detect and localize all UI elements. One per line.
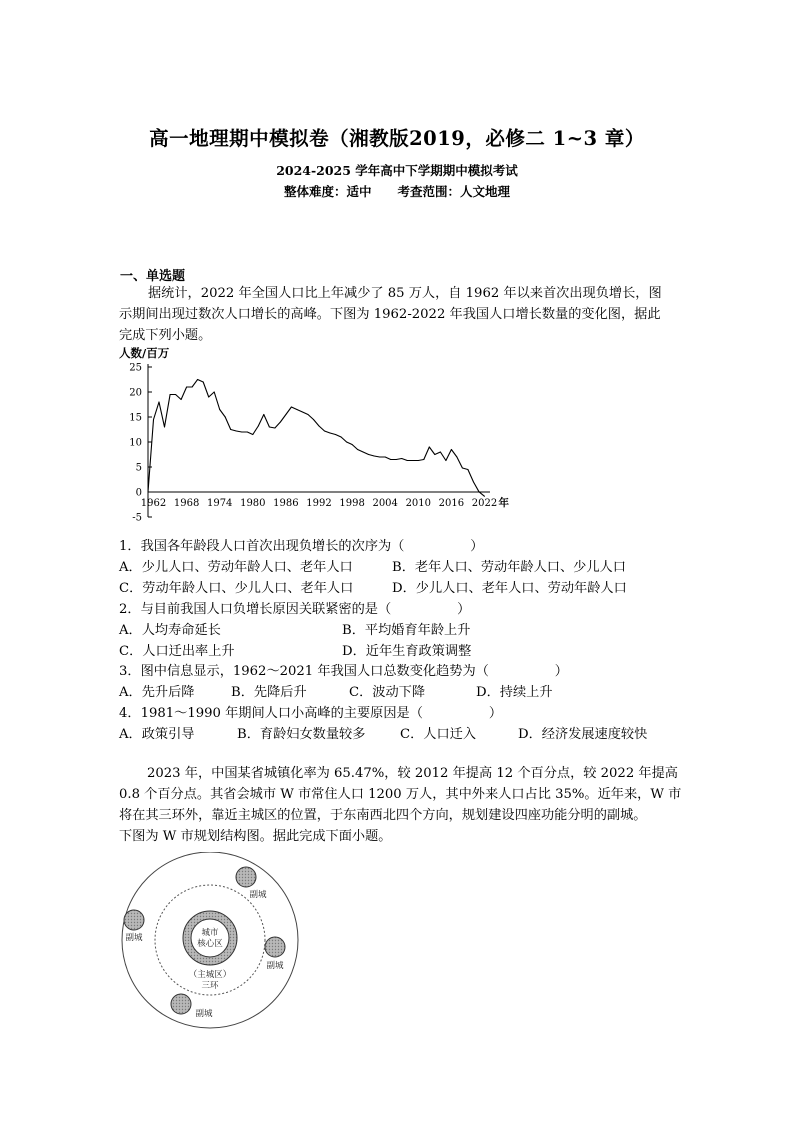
data-point xyxy=(423,459,424,460)
data-point xyxy=(462,468,463,469)
data-point xyxy=(302,412,303,413)
data-point xyxy=(401,458,402,459)
question-2-stem: 2．与目前我国人口负增长原因关联紧密的是（ ） xyxy=(119,602,471,617)
question-4-option-c[interactable]: C．人口迁入 xyxy=(400,727,477,742)
question-2-option-c[interactable]: C．人口迁出率上升 xyxy=(119,644,235,659)
data-point xyxy=(225,417,226,418)
data-point xyxy=(148,492,149,493)
x-tick-labels xyxy=(141,496,510,509)
question-3-option-b[interactable]: B．先降后升 xyxy=(231,685,307,700)
question-2-option-d[interactable]: D．近年生育政策调整 xyxy=(342,644,472,659)
data-point xyxy=(236,431,237,432)
x-tick-label: 2010 xyxy=(405,498,432,509)
data-point xyxy=(197,379,198,380)
data-point xyxy=(346,442,347,443)
data-point xyxy=(241,432,242,433)
data-point xyxy=(368,454,369,455)
data-point xyxy=(379,457,380,458)
scope-label: 考查范围：人文地理 xyxy=(397,184,511,199)
x-tick-label: 1974 xyxy=(206,498,233,509)
data-point xyxy=(390,459,391,460)
sub-city-label-south: 副城 xyxy=(195,1009,213,1019)
data-point xyxy=(335,434,336,435)
sub-city-label-west: 副城 xyxy=(125,933,143,943)
data-point xyxy=(203,382,204,383)
x-tick-label: 2004 xyxy=(372,498,398,509)
data-point xyxy=(324,431,325,432)
y-tick-label: 5 xyxy=(135,462,142,474)
data-point xyxy=(429,447,430,448)
data-point xyxy=(357,449,358,450)
x-axis-unit: 年 xyxy=(498,497,509,509)
sub-city-label-north: 副城 xyxy=(249,890,267,900)
exam-meta xyxy=(0,182,794,200)
data-point xyxy=(285,414,286,415)
x-tick-label: 1968 xyxy=(173,498,200,509)
core-label-1: 城市 xyxy=(201,928,219,938)
data-point xyxy=(319,426,320,427)
question-1-option-a[interactable]: A．少儿人口、劳动年龄人口、老年人口 xyxy=(119,560,353,575)
data-point xyxy=(385,457,386,458)
chart-axes xyxy=(148,364,490,517)
data-point xyxy=(363,452,364,453)
x-tick-label: 1980 xyxy=(240,498,266,509)
question-4-option-d[interactable]: D．经济发展速度较快 xyxy=(518,727,648,742)
data-point xyxy=(280,422,281,423)
question-2-option-a[interactable]: A．人均寿命延长 xyxy=(119,623,221,638)
intro-line-2: 示期间出现过数次人口增长的高峰。下图为 1962-2022 年我国人口增长数量的变化图，据此 xyxy=(119,307,661,322)
y-axis-label: 人数/百万 xyxy=(119,346,170,360)
data-point xyxy=(396,459,397,460)
data-point xyxy=(247,432,248,433)
question-1-option-b[interactable]: B．老年人口、劳动年龄人口、少儿人口 xyxy=(392,560,626,575)
y-tick-label: 15 xyxy=(129,412,142,424)
data-point xyxy=(484,496,485,497)
question-1-option-d[interactable]: D．少儿人口、老年人口、劳动年龄人口 xyxy=(392,581,627,596)
intro2-line-2: 0.8 个百分点。其省会城市 W 市常住人口 1200 万人，其中外来人口占比 35%。近年来，W 市 xyxy=(119,787,682,802)
data-point xyxy=(451,449,452,450)
data-point xyxy=(258,426,259,427)
x-tick-label: 1998 xyxy=(339,498,365,509)
data-point xyxy=(440,452,441,453)
ring-label: 三环 xyxy=(201,981,219,991)
data-point xyxy=(252,434,253,435)
data-point xyxy=(153,419,154,420)
data-point xyxy=(330,433,331,434)
intro2-line-4: 下图为 W 市规划结构图。据此完成下面小题。 xyxy=(119,829,392,844)
series-line xyxy=(148,380,485,497)
data-point xyxy=(164,427,165,428)
question-2-option-b[interactable]: B．平均婚育年龄上升 xyxy=(342,623,471,638)
data-point xyxy=(313,419,314,420)
y-tick-label: 20 xyxy=(129,387,142,399)
data-point xyxy=(186,387,187,388)
data-point xyxy=(456,457,457,458)
data-point xyxy=(407,460,408,461)
question-1-option-c[interactable]: C．劳动年龄人口、少儿人口、老年人口 xyxy=(119,581,354,596)
question-1-stem: 1．我国各年龄段人口首次出现负增长的次序为（ ） xyxy=(119,539,484,554)
sub-city-west xyxy=(124,910,144,930)
data-point xyxy=(159,402,160,403)
data-point xyxy=(214,392,215,393)
core-label-2: 核心区 xyxy=(197,939,223,949)
data-point xyxy=(291,407,292,408)
difficulty-label: 整体难度：适中 xyxy=(283,184,372,199)
sub-city-south xyxy=(171,994,191,1014)
data-point xyxy=(208,397,209,398)
data-point xyxy=(374,456,375,457)
data-point xyxy=(263,414,264,415)
section-heading: 一、单选题 xyxy=(120,269,186,284)
x-tick-label: 2016 xyxy=(438,498,465,509)
data-point xyxy=(467,469,468,470)
intro-line-1: 据统计，2022 年全国人口比上年减少了 85 万人，自 1962 年以来首次出现负增长，图 xyxy=(148,286,662,301)
question-3-option-d[interactable]: D．持续上升 xyxy=(476,685,553,700)
data-point xyxy=(352,444,353,445)
x-tick-label: 2022 xyxy=(471,498,498,509)
sub-city-label-east: 副城 xyxy=(266,961,284,971)
data-series xyxy=(148,379,485,497)
y-tick-label: 25 xyxy=(129,362,142,374)
data-point xyxy=(445,460,446,461)
x-tick-label: 1986 xyxy=(273,498,299,509)
data-point xyxy=(181,399,182,400)
question-4-option-a[interactable]: A．政策引导 xyxy=(119,727,195,742)
data-point xyxy=(170,394,171,395)
question-4-option-b[interactable]: B．育龄妇女数量较多 xyxy=(237,727,366,742)
core-area xyxy=(191,919,229,957)
data-point xyxy=(473,482,474,483)
data-point xyxy=(192,387,193,388)
y-tick-label: -5 xyxy=(132,512,142,524)
x-tick-label: 1992 xyxy=(306,498,332,509)
data-point xyxy=(230,429,231,430)
question-3-option-c[interactable]: C．波动下降 xyxy=(349,685,426,700)
question-3-option-a[interactable]: A．先升后降 xyxy=(119,685,195,700)
x-tick-label: 1962 xyxy=(140,498,167,509)
data-point xyxy=(219,409,220,410)
intro-line-3: 完成下列小题。 xyxy=(119,328,212,343)
data-point xyxy=(478,491,479,492)
exam-subtitle: 2024-2025 学年高中下学期期中模拟考试 xyxy=(276,163,518,178)
question-3-stem: 3．图中信息显示，1962～2021 年我国人口总数变化趋势为（ ） xyxy=(119,664,568,679)
data-point xyxy=(434,454,435,455)
y-tick-label: 0 xyxy=(135,487,142,499)
data-point xyxy=(418,460,419,461)
data-point xyxy=(296,409,297,410)
population-growth-chart xyxy=(110,342,530,532)
data-point xyxy=(412,460,413,461)
sub-city-east xyxy=(265,937,285,957)
data-point xyxy=(175,394,176,395)
y-tick-label: 10 xyxy=(129,437,142,449)
sub-city-north xyxy=(236,867,256,887)
data-point xyxy=(341,437,342,438)
data-point xyxy=(307,414,308,415)
page-title: 高一地理期中模拟卷（湘教版2019，必修二 1~3 章） xyxy=(149,127,645,150)
data-point xyxy=(274,428,275,429)
intro2-line-1: 2023 年，中国某省城镇化率为 65.47%，较 2012 年提高 12 个百分点，较 2022 年提高 xyxy=(147,766,678,781)
main-area-label: （主城区） xyxy=(188,970,232,980)
intro2-line-3: 将在其三环外，靠近主城区的位置，于东南西北四个方向，规划建设四座功能分明的副城。 xyxy=(119,808,647,823)
city-planning-diagram xyxy=(112,852,312,1032)
data-point xyxy=(269,427,270,428)
question-4-stem: 4．1981～1990 年期间人口小高峰的主要原因是（ ） xyxy=(119,706,503,721)
